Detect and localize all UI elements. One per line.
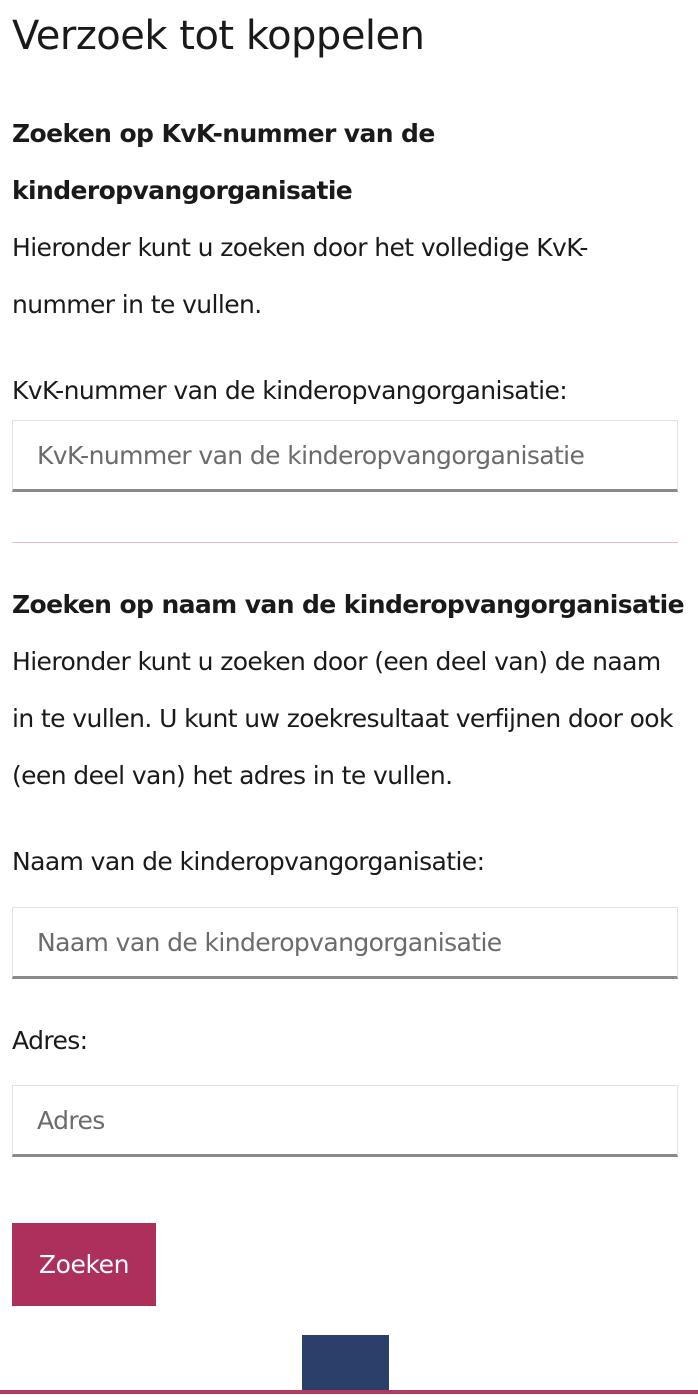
name-section-description: Hieronder kunt u zoeken door (een deel van) de naam in te vullen. U kunt uw zoekresultaat verfijnen door ook (een deel van) het adres in te vullen. — [12, 647, 673, 790]
footer-tab — [302, 1335, 389, 1391]
search-button[interactable]: Zoeken — [12, 1223, 156, 1306]
page-title: Verzoek tot koppelen — [12, 13, 425, 59]
footer-accent-line — [0, 1390, 698, 1394]
kvk-section-heading: Zoeken op KvK-nummer van de kinderopvangorganisatie — [12, 119, 435, 205]
address-field-label: Adres: — [12, 1026, 88, 1055]
kvk-field-label: KvK-nummer van de kinderopvangorganisatie: — [12, 376, 568, 405]
kvk-section-description: Hieronder kunt u zoeken door het volledige KvK-nummer in te vullen. — [12, 233, 588, 319]
kvk-number-input[interactable] — [12, 420, 678, 492]
organisation-name-input[interactable] — [12, 907, 678, 979]
name-field-label: Naam van de kinderopvangorganisatie: — [12, 847, 485, 876]
address-input[interactable] — [12, 1085, 678, 1157]
name-section-heading: Zoeken op naam van de kinderopvangorganisatie — [12, 590, 684, 619]
section-divider — [12, 542, 678, 543]
